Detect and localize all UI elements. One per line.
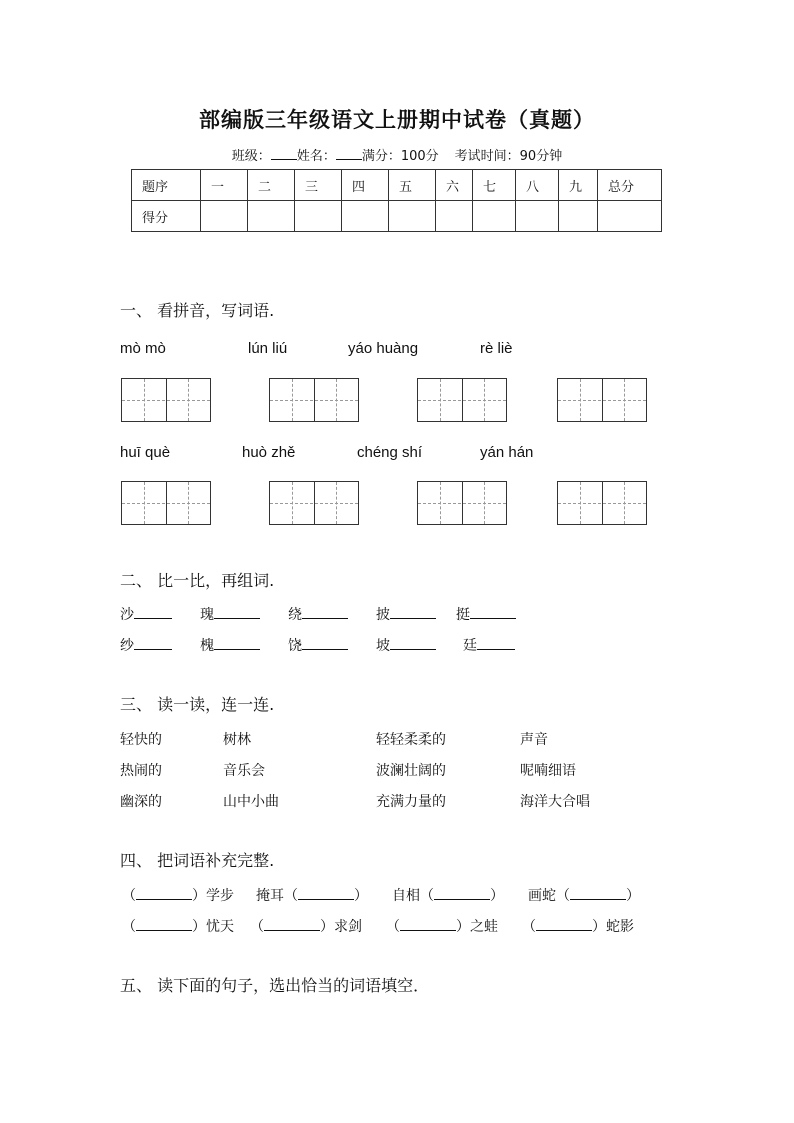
char: 沙 [120, 607, 134, 623]
idiom-item: （ ）学步 [122, 888, 234, 904]
idiom-item: 掩耳（ ） [256, 888, 368, 904]
answer-blank[interactable] [470, 606, 516, 619]
section-5-heading: 五、 读下面的句子，选出恰当的词语填空． [120, 976, 430, 995]
compare-item [376, 635, 436, 655]
pinyin: yáo huàng [348, 340, 419, 357]
answer-blank[interactable] [390, 606, 436, 619]
writing-grid[interactable] [557, 481, 647, 525]
compare-item [288, 604, 348, 624]
table-cell: 题序 [132, 170, 201, 201]
compare-item [376, 604, 436, 624]
page-title: 部编版三年级语文上册期中试卷（真题） [199, 107, 595, 132]
time-label: 考试时间：90分钟 [454, 149, 563, 164]
idiom-item: （ ）忧天 [122, 919, 234, 935]
compare-item [200, 604, 260, 624]
table-cell: 二 [248, 170, 295, 201]
class-blank[interactable] [271, 147, 297, 160]
pinyin: huī què [120, 444, 171, 461]
match-word[interactable]: 山中小曲 [223, 794, 279, 810]
answer-blank[interactable] [136, 887, 192, 900]
score-cell[interactable] [389, 201, 436, 232]
table-cell: 六 [436, 170, 473, 201]
pinyin: lún liú [248, 340, 288, 357]
answer-blank[interactable] [298, 887, 354, 900]
score-cell[interactable] [201, 201, 248, 232]
match-word[interactable]: 声音 [520, 732, 548, 748]
writing-grid[interactable] [417, 481, 507, 525]
section-3-heading: 三、 读一读，连一连. [120, 695, 275, 714]
match-word[interactable]: 呢喃细语 [520, 763, 576, 779]
idiom-text: 蛇影 [606, 919, 634, 935]
score-table-header-row [132, 170, 662, 201]
char: 挺 [456, 607, 470, 623]
section-1-heading: 一、 看拼音，写词语. [120, 301, 275, 320]
match-word[interactable]: 音乐会 [223, 763, 265, 779]
answer-blank[interactable] [570, 887, 626, 900]
writing-grid[interactable] [557, 378, 647, 422]
section-4-heading: 四、 把词语补充完整. [120, 851, 275, 870]
table-cell: 总分 [598, 170, 662, 201]
compare-item [456, 604, 516, 624]
pinyin: chéng shí [357, 444, 423, 461]
answer-blank[interactable] [134, 637, 172, 650]
idiom-item: （ ）蛇影 [522, 919, 634, 935]
table-cell: 一 [201, 170, 248, 201]
answer-blank[interactable] [536, 918, 592, 931]
score-cell[interactable] [598, 201, 662, 232]
writing-grid[interactable] [269, 481, 359, 525]
char: 坡 [376, 638, 390, 654]
idiom-text: 忧天 [206, 919, 234, 935]
char: 槐 [200, 638, 214, 654]
table-cell: 五 [389, 170, 436, 201]
score-table-score-row [132, 201, 662, 232]
table-cell: 得分 [132, 201, 201, 232]
answer-blank[interactable] [136, 918, 192, 931]
char: 纱 [120, 638, 134, 654]
score-cell[interactable] [473, 201, 516, 232]
match-word[interactable]: 幽深的 [120, 794, 162, 810]
char: 廷 [463, 638, 477, 654]
idiom-item: 画蛇（ ） [528, 888, 640, 904]
writing-grid[interactable] [121, 378, 211, 422]
answer-blank[interactable] [214, 637, 260, 650]
answer-blank[interactable] [302, 606, 348, 619]
answer-blank[interactable] [390, 637, 436, 650]
compare-item [120, 635, 172, 655]
idiom-text: 求剑 [334, 919, 362, 935]
table-cell: 七 [473, 170, 516, 201]
idiom-item: （ ）求剑 [250, 919, 362, 935]
score-table [131, 169, 662, 232]
table-cell: 八 [516, 170, 559, 201]
pinyin: rè liè [480, 340, 513, 357]
compare-item [463, 635, 515, 655]
score-cell[interactable] [248, 201, 295, 232]
score-cell[interactable] [295, 201, 342, 232]
name-label: 姓名： [296, 149, 336, 164]
score-cell[interactable] [559, 201, 598, 232]
section-2-heading: 二、 比一比，再组词. [120, 571, 275, 590]
idiom-text: 学步 [206, 888, 234, 904]
answer-blank[interactable] [400, 918, 456, 931]
match-word[interactable]: 热闹的 [120, 763, 162, 779]
compare-item [288, 635, 348, 655]
match-word[interactable]: 树林 [223, 732, 251, 748]
table-cell: 四 [342, 170, 389, 201]
match-word[interactable]: 海洋大合唱 [520, 794, 590, 810]
table-cell: 九 [559, 170, 598, 201]
match-word[interactable]: 波澜壮阔的 [376, 763, 446, 779]
answer-blank[interactable] [434, 887, 490, 900]
idiom-item: 自相（ ） [392, 888, 504, 904]
match-word[interactable]: 充满力量的 [376, 794, 446, 810]
score-cell[interactable] [342, 201, 389, 232]
writing-grid[interactable] [121, 481, 211, 525]
compare-item [120, 604, 172, 624]
writing-grid[interactable] [269, 378, 359, 422]
char: 瑰 [200, 607, 214, 623]
pinyin: mò mò [120, 340, 166, 357]
idiom-text: 掩耳 [256, 888, 284, 904]
score-label: 满分：100分 [361, 149, 439, 164]
exam-info [0, 145, 794, 164]
idiom-text: 之蛙 [470, 919, 498, 935]
char: 绕 [288, 607, 302, 623]
writing-grid[interactable] [417, 378, 507, 422]
score-cell[interactable] [516, 201, 559, 232]
pinyin: yán hán [480, 444, 534, 461]
answer-blank[interactable] [214, 606, 260, 619]
answer-blank[interactable] [477, 637, 515, 650]
compare-item [200, 635, 260, 655]
char: 披 [376, 607, 390, 623]
answer-blank[interactable] [134, 606, 172, 619]
class-label: 班级： [231, 149, 271, 164]
name-blank[interactable] [336, 147, 362, 160]
idiom-text: 画蛇 [528, 888, 556, 904]
idiom-item: （ ）之蛙 [386, 919, 498, 935]
match-word[interactable]: 轻快的 [120, 732, 162, 748]
answer-blank[interactable] [302, 637, 348, 650]
match-word[interactable]: 轻轻柔柔的 [376, 732, 446, 748]
pinyin: huò zhě [242, 444, 296, 461]
idiom-text: 自相 [392, 888, 420, 904]
answer-blank[interactable] [264, 918, 320, 931]
score-cell[interactable] [436, 201, 473, 232]
table-cell: 三 [295, 170, 342, 201]
char: 饶 [288, 638, 302, 654]
